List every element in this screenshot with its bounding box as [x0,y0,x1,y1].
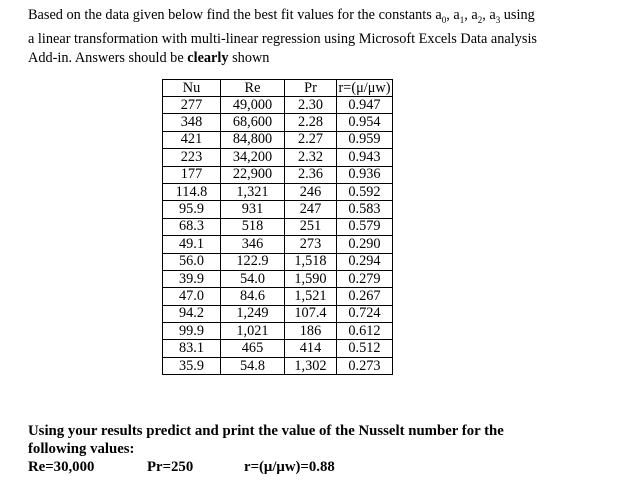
table-row [163,166,393,183]
table-cell: 56.0 [163,253,221,270]
table-cell: 95.9 [163,201,221,218]
table-cell: 223 [163,149,221,166]
table-cell: 0.267 [337,288,393,305]
subscript-2: 2 [477,14,483,25]
intro-line-2: a linear transformation with multi-linear regression using Microsoft Excels Data analysis [28,30,537,47]
table-row [163,201,393,218]
table-cell: 0.959 [337,131,393,148]
table-cell: 414 [285,340,337,357]
table-cell: 247 [285,201,337,218]
table-cell: 2.30 [285,97,337,114]
table-cell: 0.294 [337,253,393,270]
header-re: Re [221,80,285,97]
table-cell: 0.936 [337,166,393,183]
table-row [163,340,393,357]
table-cell: 246 [285,183,337,200]
table-cell: 0.943 [337,149,393,166]
sep-1: , a [446,7,460,23]
table-cell: 39.9 [163,270,221,287]
table-cell: 186 [285,323,337,340]
table-cell: 931 [221,201,285,218]
table-row [163,114,393,131]
table-row [163,253,393,270]
table-cell: 2.28 [285,114,337,131]
table-cell: 84.6 [221,288,285,305]
table-cell: 0.592 [337,183,393,200]
table-cell: 1,590 [285,270,337,287]
table-cell: 35.9 [163,357,221,374]
table-cell: 68,600 [221,114,285,131]
table-row [163,357,393,374]
data-table [162,79,393,375]
subscript-0: 0 [441,14,447,25]
header-r: r=(μ/μw) [337,80,393,97]
table-cell: 54.0 [221,270,285,287]
intro-line-1-text: Based on the data given below find the best fit values for the constants a [28,7,442,23]
question-line-2: following values: [28,441,135,457]
table-row [163,270,393,287]
table-row [163,236,393,253]
table-cell: 114.8 [163,183,221,200]
table-cell: 0.290 [337,236,393,253]
given-pr: Pr=250 [147,459,194,475]
table-cell: 273 [285,236,337,253]
table-cell: 0.512 [337,340,393,357]
table-cell: 177 [163,166,221,183]
intro-line-3-start: Add-in. Answers should be [28,49,188,66]
table-cell: 0.954 [337,114,393,131]
header-pr: Pr [285,80,337,97]
intro-line-1-end: using [500,7,535,23]
table-cell: 0.579 [337,218,393,235]
table-cell: 122.9 [221,253,285,270]
sep-3: , a [482,7,496,23]
table-cell: 277 [163,97,221,114]
table-cell: 49.1 [163,236,221,253]
table-cell: 22,900 [221,166,285,183]
given-r: r=(μ/μw)=0.88 [244,459,335,475]
table-cell: 1,021 [221,323,285,340]
table-row [163,305,393,322]
header-nu: Nu [163,80,221,97]
table-body [163,97,393,375]
question-line-1: Using your results predict and print the value of the Nusselt number for the [28,423,504,439]
table-cell: 348 [163,114,221,131]
table-cell: 99.9 [163,323,221,340]
table-cell: 0.583 [337,201,393,218]
table-cell: 1,321 [221,183,285,200]
table-cell: 0.273 [337,357,393,374]
table-cell: 1,302 [285,357,337,374]
table-cell: 421 [163,131,221,148]
table-cell: 0.279 [337,270,393,287]
table-row [163,323,393,340]
subscript-3: 3 [495,14,501,25]
given-re: Re=30,000 [28,459,95,475]
table-cell: 49,000 [221,97,285,114]
intro-bold-word: clearly [187,49,229,66]
table-cell: 251 [285,218,337,235]
table-cell: 2.32 [285,149,337,166]
table-cell: 0.947 [337,97,393,114]
table-row [163,149,393,166]
table-cell: 107.4 [285,305,337,322]
table-cell: 34,200 [221,149,285,166]
table-cell: 2.36 [285,166,337,183]
table-row [163,131,393,148]
table-cell: 47.0 [163,288,221,305]
table-row [163,218,393,235]
table-cell: 518 [221,218,285,235]
table-cell: 1,518 [285,253,337,270]
table-cell: 54.8 [221,357,285,374]
table-row [163,288,393,305]
table-cell: 0.724 [337,305,393,322]
intro-line-1 [28,6,608,30]
table-cell: 346 [221,236,285,253]
sep-2: , a [464,7,478,23]
table-cell: 68.3 [163,218,221,235]
table-cell: 2.27 [285,131,337,148]
table-cell: 84,800 [221,131,285,148]
table-cell: 465 [221,340,285,357]
intro-line-3 [28,49,608,68]
table-cell: 1,249 [221,305,285,322]
table-cell: 0.612 [337,323,393,340]
table-row [163,97,393,114]
table-header-row [163,80,393,97]
intro-line-3-end: shown [228,49,270,66]
subscript-1: 1 [459,14,465,25]
question-text [28,422,618,458]
problem-statement [28,6,608,68]
table-cell: 83.1 [163,340,221,357]
table-row [163,183,393,200]
table-cell: 1,521 [285,288,337,305]
table-cell: 94.2 [163,305,221,322]
